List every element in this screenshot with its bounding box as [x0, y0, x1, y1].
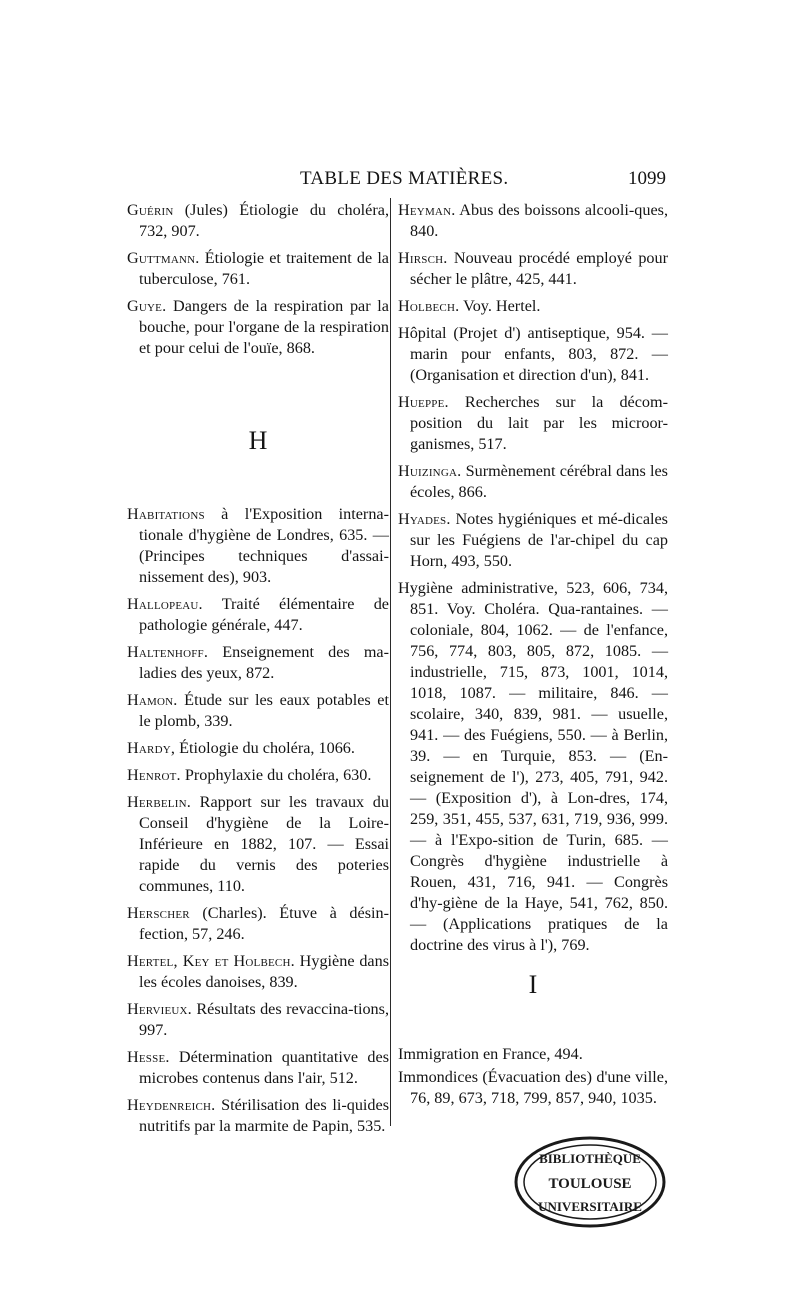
index-entry: Herbelin. Rapport sur les travaux du Conseil d'hygiène de la Loire-Inférieure en 1882, 107. — Essai rapide du vernis des poteries communes, 110. [127, 793, 389, 895]
index-entry: Hervieux. Résultats des revaccina-tions, 997. [127, 1000, 389, 1039]
index-entry: Hirsch. Nouveau procédé employé pour sécher le plâtre, 425, 441. [398, 249, 668, 288]
index-entry: Guttmann. Étiologie et traitement de la tuberculose, 761. [127, 249, 389, 288]
index-entry: Herscher (Charles). Étuve à désin-fection, 57, 246. [127, 904, 389, 943]
index-entry: Huizinga. Surmènement cérébral dans les écoles, 866. [398, 462, 668, 501]
index-entry: Hueppe. Recherches sur la décom-position du lait par les microor-ganismes, 517. [398, 393, 668, 453]
index-entry: Habitations à l'Exposition interna-tionale d'hygiène de Londres, 635. — (Principes techniques d'assai-nissement des), 903. [127, 505, 389, 586]
section-letter-h: H [248, 426, 268, 455]
stamp-seal-icon [510, 1132, 670, 1232]
stamp-line-1: BIBLIOTHÈQUE [539, 1151, 641, 1166]
index-entry: Heyman. Abus des boissons alcooli-ques, 840. [398, 201, 668, 240]
stamp-line-2: TOULOUSE [548, 1176, 632, 1192]
right-entries-top [398, 200, 668, 962]
index-entry: Hyades. Notes hygiéniques et mé-dicales sur les Fuégiens de l'ar-chipel du cap Horn, 493, 550. [398, 510, 668, 570]
index-entry: Hamon. Étude sur les eaux potables et le plomb, 339. [127, 691, 389, 730]
page-number: 1099 [628, 168, 666, 189]
index-entry: Heydenreich. Stérilisation des li-quides nutritifs par la marmite de Papin, 535. [127, 1096, 389, 1135]
page-header [0, 168, 800, 192]
left-entries-bottom [127, 504, 389, 1143]
index-entry: Hardy, Étiologie du choléra, 1066. [127, 739, 355, 757]
index-entry: Hesse. Détermination quantitative des microbes contenus dans l'air, 512. [127, 1048, 389, 1087]
left-entries-top [127, 200, 389, 365]
index-entry: Immigration en France, 494. [398, 1045, 583, 1063]
index-entry: Immondices (Évacuation des) d'une ville, 76, 89, 673, 718, 799, 857, 940, 1035. [398, 1068, 668, 1107]
index-entry: Holbech. Voy. Hertel. [398, 297, 541, 315]
index-entry: Hôpital (Projet d') antiseptique, 954. — marin pour enfants, 803, 872. — (Organisation et direction d'un), 841. [398, 324, 668, 384]
index-entry: Guérin (Jules) Étiologie du choléra, 732, 907. [127, 201, 389, 240]
index-entry: Hallopeau. Traité élémentaire de pathologie générale, 447. [127, 595, 389, 634]
running-title: TABLE DES MATIÈRES. [300, 168, 509, 189]
right-entries-bottom [398, 1044, 668, 1115]
column-divider [390, 198, 391, 1126]
library-stamp [510, 1132, 670, 1232]
index-entry: Haltenhoff. Enseignement des ma-ladies des yeux, 872. [127, 643, 389, 682]
index-entry: Henrot. Prophylaxie du choléra, 630. [127, 766, 372, 784]
section-letter-i: I [528, 970, 538, 999]
index-entry: Hertel, Key et Holbech. Hygiène dans les écoles danoises, 839. [127, 952, 389, 991]
index-entry: Hygiène administrative, 523, 606, 734, 851. Voy. Choléra. Qua-rantaines. — coloniale, 804, 1062. — de l'enfance, 756, 774, 803, 805, 872, 1085. — industrielle, 715, 873, 1001, 1014, 1018, 1087. — militaire, 846. — scolaire, 340, 839, 981. — usuelle, 941. — des Fuégiens, 550. — à Berlin, 39. — en Turquie, 853. — (En-seignement de l'), 273, 405, 791, 942. — (Exposition d'), à Lon-dres, 174, 259, 351, 455, 537, 631, 719, 936, 999. — à l'Expo-sition de Turin, 685. — Congrès d'hygiène industrielle à Rouen, 431, 716, 941. — Congrès d'hy-giène de la Haye, 541, 762, 850. — (Applications pratiques de la doctrine des virus à l'), 769. [398, 579, 668, 954]
stamp-line-3: UNIVERSITAIRE [538, 1199, 642, 1214]
index-entry: Guye. Dangers de la respiration par la bouche, pour l'organe de la respiration et pour celui de l'ouïe, 868. [127, 297, 389, 357]
